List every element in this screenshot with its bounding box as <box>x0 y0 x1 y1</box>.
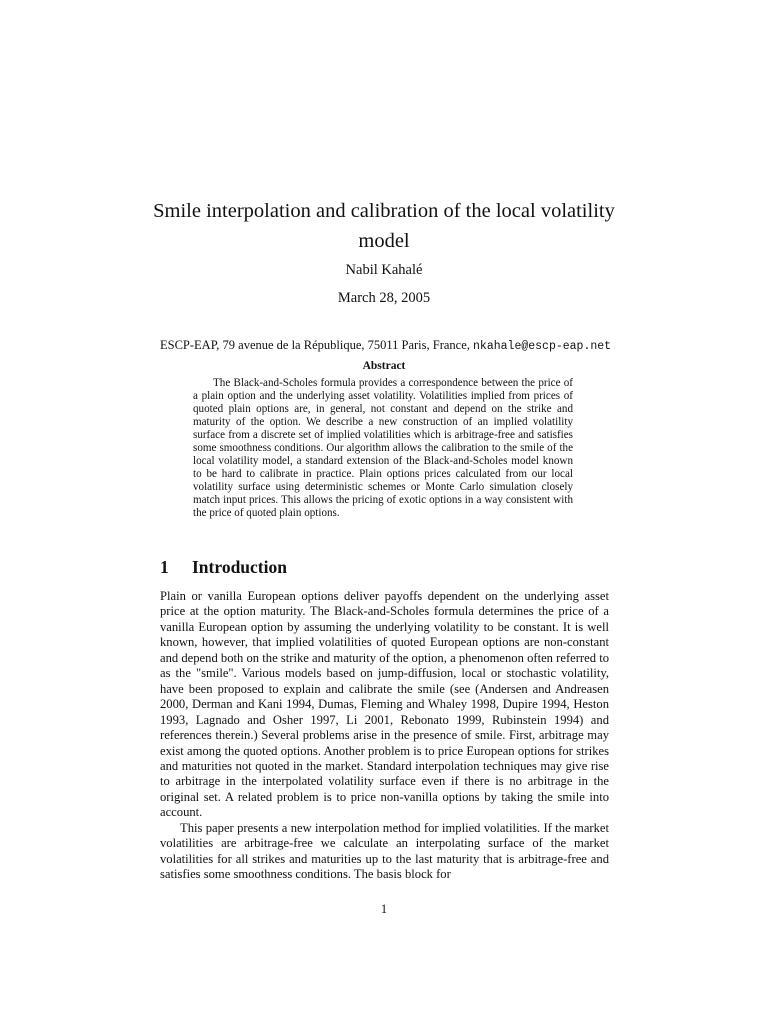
author-name: Nabil Kahalé <box>345 262 423 278</box>
abstract-text: The Black-and-Scholes formula provides a correspondence between the price of a plain option and the underlying asset volatility. Volatilities implied from prices of quoted plain options are, in general, not constant and depend on the strike and maturity of the option. We describe a new construction of an implied volatility surface from a discrete set of implied volatilities which is arbitrage-free and satisfies some smoothness conditions. Our algorithm allows the calibration to the smile of the local volatility model, a standard extension of the Black-and-Scholes model known to be hard to calibrate in practice. Plain options prices calculated from our local volatility surface using deterministic schemes or Monte Carlo simulation closely match input prices. This allows the pricing of exotic options in a way consistent with the price of quoted plain options. <box>193 377 573 520</box>
body-text <box>160 589 609 883</box>
section-number: 1 <box>160 557 169 577</box>
paragraph: Plain or vanilla European options deliver payoffs dependent on the underlying asset price at the option maturity. The Black-and-Scholes formula determines the price of a vanilla European option by assuming the underlying volatility to be constant. It is well known, however, that implied volatilities of quoted European options are non-constant and depend both on the strike and maturity of the option, a phenomenon often referred to as the "smile". Various models based on jump-diffusion, local or stochastic volatility, have been proposed to explain and calibrate the smile (see (Andersen and Andreasen 2000, Derman and Kani 1994, Dumas, Fleming and Whaley 1998, Dupire 1994, Heston 1993, Lagnado and Osher 1997, Li 2001, Rebonato 1999, Rubinstein 1994) and references therein.) Several problems arise in the presence of smile. First, arbitrage may exist among the quoted options. Another problem is to price European options for strikes and maturities not quoted in the market. Standard interpolation techniques may give rise to arbitrage in the interpolated volatility surface even if there is no arbitrage in the original set. A related problem is to price non-vanilla options by taking the smile into account. <box>160 589 609 820</box>
section-heading <box>160 557 287 578</box>
page-number: 1 <box>380 902 388 916</box>
paper-title: Smile interpolation and calibration of the local volatility model <box>153 200 615 252</box>
section-title: Introduction <box>192 557 287 577</box>
paragraph: This paper presents a new interpolation method for implied volatilities. If the market volatilities are arbitrage-free we calculate an interpolating surface of the market volatilities for all strikes and maturities up to the last maturity that is arbitrage-free and satisfies some smoothness conditions. The basis block for <box>160 820 609 882</box>
affiliation-address: ESCP-EAP, 79 avenue de la République, 75011 Paris, France, <box>160 338 474 352</box>
affiliation <box>160 338 640 353</box>
abstract-heading: Abstract <box>362 360 406 372</box>
author-email[interactable]: nkahale@escp-eap.net <box>473 340 612 353</box>
paper-date: March 28, 2005 <box>337 290 431 306</box>
